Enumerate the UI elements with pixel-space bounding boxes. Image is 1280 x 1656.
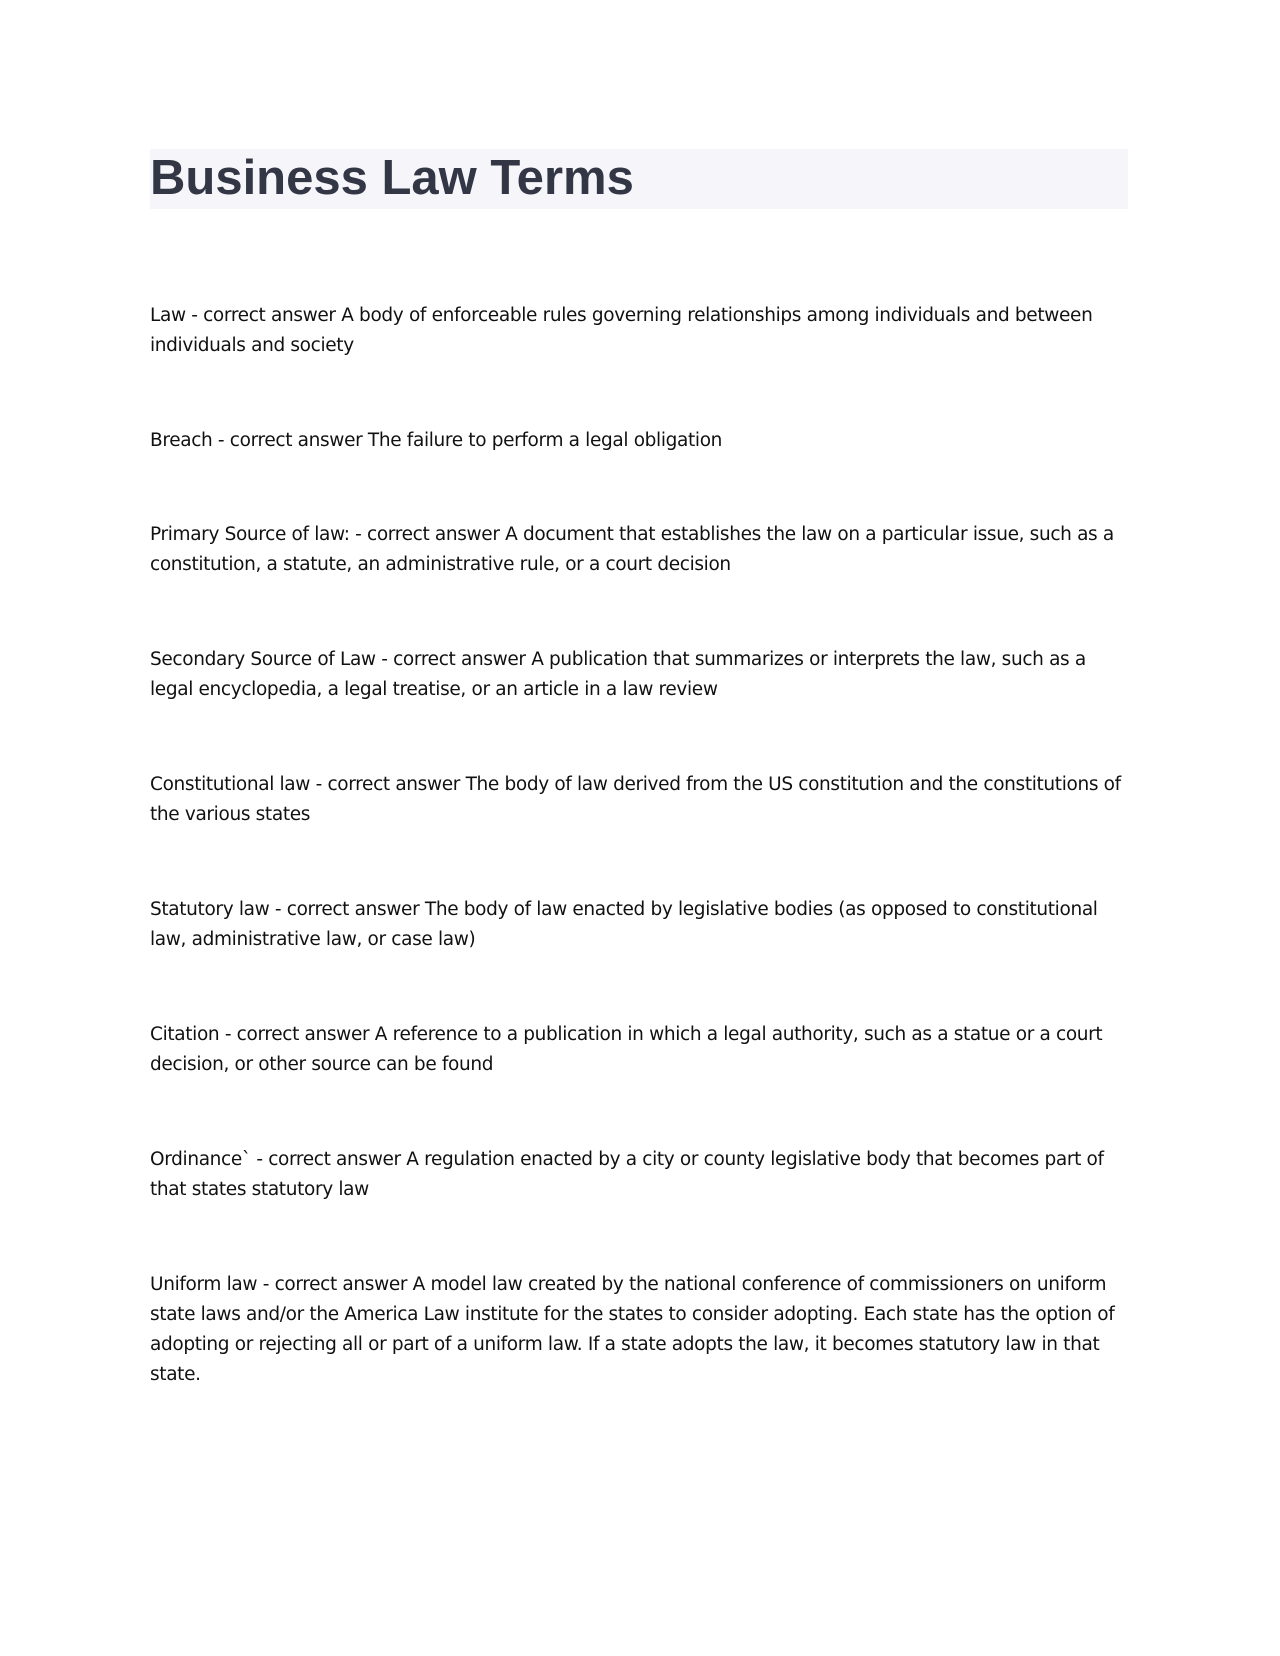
term-entry-citation: Citation - correct answer A reference to a publication in which a legal authority, such as a statue or a court decision, or other source can be found [150,1024,1103,1075]
term-entry-statutory-law: Statutory law - correct answer The body of law enacted by legislative bodies (as opposed to constitutional law, administrative law, or case law) [150,899,1098,950]
term-entry-ordinance: Ordinance` - correct answer A regulation enacted by a city or county legislative body that becomes part of that states statutory law [150,1149,1104,1200]
term-entry-secondary-source: Secondary Source of Law - correct answer A publication that summarizes or interprets the law, such as a legal encyclopedia, a legal treatise, or an article in a law review [150,649,1086,700]
term-entry-uniform-law: Uniform law - correct answer A model law created by the national conference of commissioners on uniform state laws and/or the America Law institute for the states to consider adopting. Each state has the option of adopting or rejecting all or part of a uniform law. If a state adopts the law, it becomes statutory law in that state. [150,1274,1115,1385]
term-entry-constitutional-law: Constitutional law - correct answer The body of law derived from the US constitution and the constitutions of the various states [150,774,1121,825]
term-entry-law: Law - correct answer A body of enforceable rules governing relationships among individuals and between individuals and society [150,305,1093,356]
document-title: Business Law Terms [150,151,634,205]
term-entry-primary-source: Primary Source of law: - correct answer A document that establishes the law on a particular issue, such as a constitution, a statute, an administrative rule, or a court decision [150,524,1114,575]
term-entry-breach: Breach - correct answer The failure to perform a legal obligation [150,430,723,451]
